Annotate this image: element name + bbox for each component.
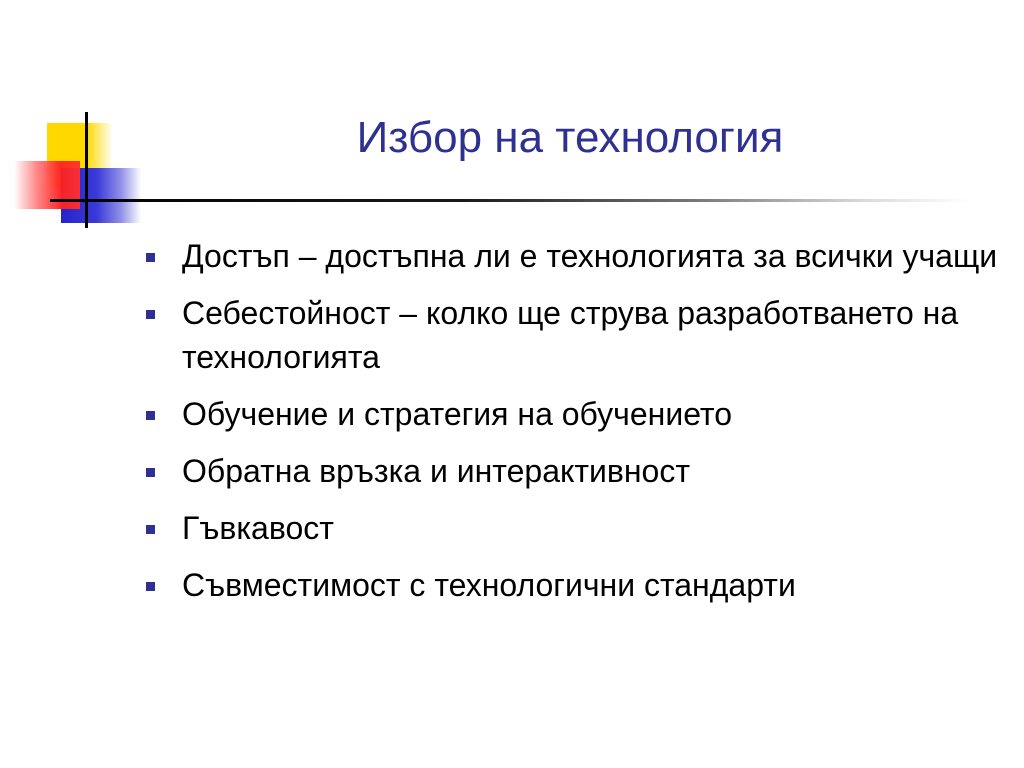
bullet-text: Себестойност – колко ще струва разработването на технологията	[182, 295, 959, 375]
bullet-item	[142, 291, 1002, 379]
bullet-text: Съвместимост с технологични стандарти	[182, 567, 796, 603]
square-bullet-icon	[146, 525, 155, 534]
bullet-item	[142, 392, 1002, 436]
square-bullet-icon	[146, 411, 155, 420]
bullet-text: Достъп – достъпна ли е технологията за всички учащи	[182, 238, 998, 274]
bullet-list	[142, 234, 1002, 620]
title-underline	[50, 199, 970, 202]
bullet-item	[142, 563, 1002, 607]
bullet-text: Гъвкавост	[182, 510, 334, 546]
square-bullet-icon	[146, 253, 155, 262]
square-bullet-icon	[146, 468, 155, 477]
square-bullet-icon	[146, 310, 155, 319]
color-blocks-decoration	[0, 0, 160, 240]
bullet-text: Обратна връзка и интерактивност	[182, 453, 690, 489]
slide-title: Избор на технология	[356, 113, 784, 162]
vertical-line	[85, 112, 88, 228]
bullet-item	[142, 449, 1002, 493]
bullet-text: Обучение и стратегия на обучението	[182, 396, 733, 432]
bullet-item	[142, 506, 1002, 550]
bullet-item	[142, 234, 1002, 278]
square-bullet-icon	[146, 582, 155, 591]
